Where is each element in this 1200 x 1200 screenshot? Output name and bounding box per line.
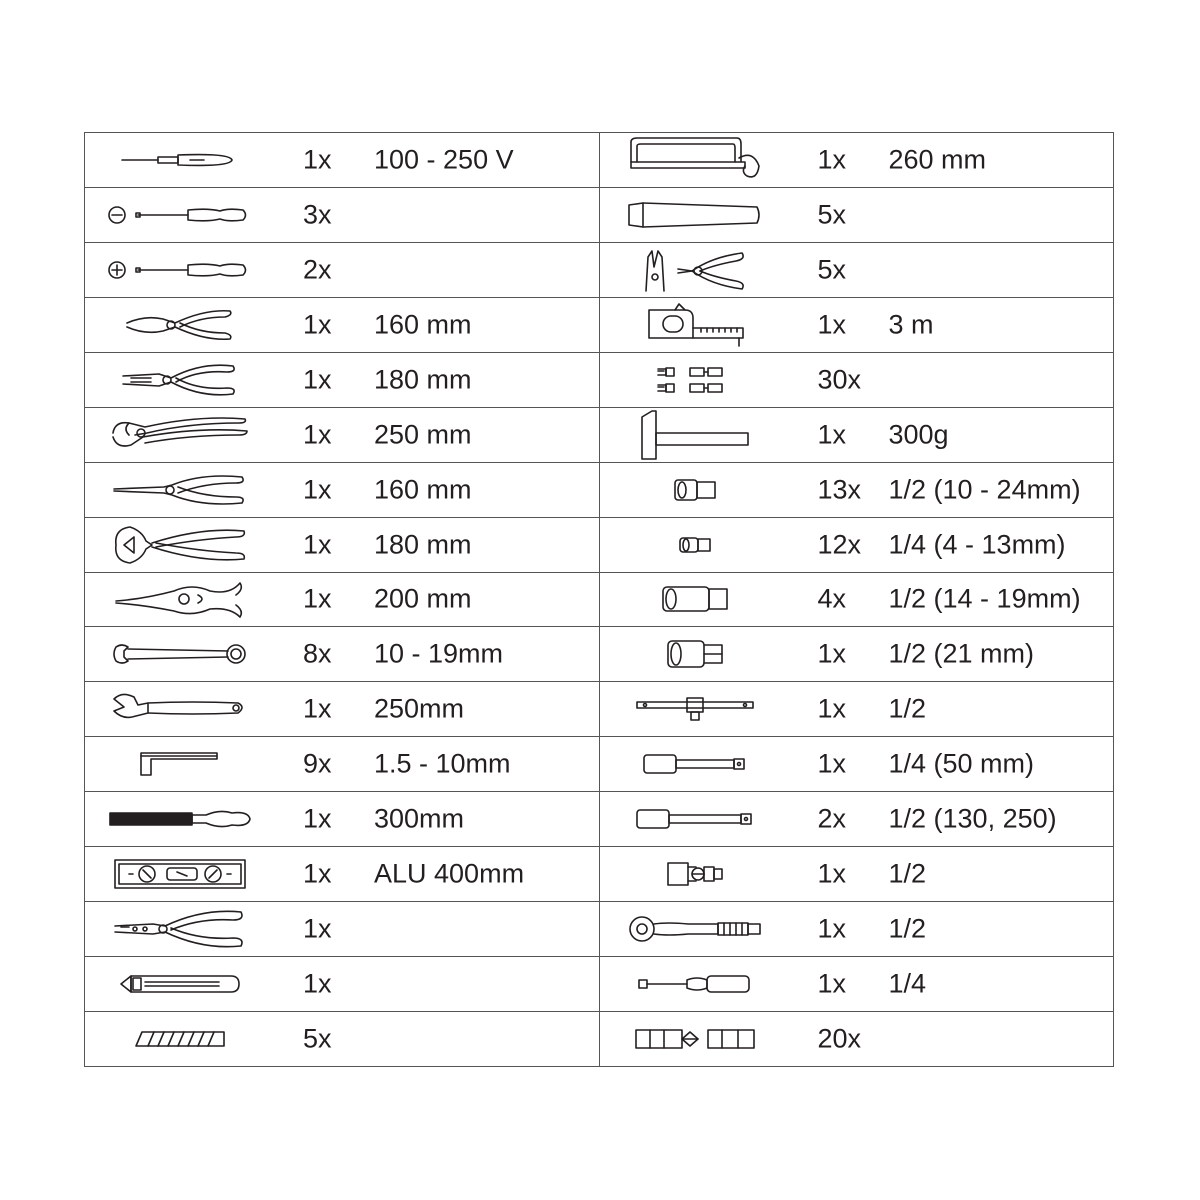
table-row <box>85 737 599 792</box>
spec-label: 10 - 19mm <box>374 638 504 669</box>
slotted-screwdriver-icon <box>85 188 275 242</box>
quantity-label: 1x <box>303 858 332 889</box>
table-row <box>85 353 599 408</box>
quantity-label: 9x <box>303 748 332 779</box>
quantity-label: 12x <box>817 529 862 560</box>
table-row <box>85 792 599 847</box>
water-pump-pliers-icon <box>85 408 275 462</box>
left-column <box>85 133 600 1066</box>
quantity-label: 1x <box>817 968 847 999</box>
voltage-tester-icon <box>85 133 275 187</box>
spec-label: 1/2 (130, 250) <box>888 803 1057 834</box>
quantity-label: 1x <box>303 309 332 340</box>
spec-label: 180 mm <box>374 364 472 395</box>
table-row <box>85 902 599 957</box>
spec-label: 200 mm <box>374 583 472 614</box>
tape-measure-icon <box>600 298 790 352</box>
quantity-label: 8x <box>303 638 332 669</box>
spec-label: 3 m <box>888 309 934 340</box>
spark-plug-socket-icon <box>600 627 790 681</box>
table-row <box>85 463 599 518</box>
quantity-label: 1x <box>303 529 332 560</box>
hex-key-icon <box>85 737 275 791</box>
quantity-label: 1x <box>303 419 332 450</box>
table-row <box>85 682 599 737</box>
spec-label: 160 mm <box>374 309 472 340</box>
table-row <box>85 188 599 243</box>
quantity-label: 1x <box>817 693 847 724</box>
quantity-label: 1x <box>303 803 332 834</box>
chisel-icon <box>600 188 790 242</box>
table-row <box>85 573 599 628</box>
spec-label: 1/2 <box>888 913 927 944</box>
table-row <box>600 902 1114 957</box>
deep-socket-icon <box>600 573 790 627</box>
table-row <box>600 957 1114 1012</box>
spec-label: 250 mm <box>374 419 472 450</box>
spec-label: 1/2 <box>888 858 927 889</box>
quantity-label: 1x <box>303 968 332 999</box>
spec-label: 160 mm <box>374 474 472 505</box>
table-row <box>85 298 599 353</box>
table-row <box>85 243 599 298</box>
short-extension-bar-icon <box>600 737 790 791</box>
quantity-label: 1x <box>817 748 847 779</box>
universal-joint-icon <box>600 847 790 901</box>
spec-label: 1/2 (10 - 24mm) <box>888 474 1081 505</box>
spec-label: 250mm <box>374 693 465 724</box>
bent-nose-pliers-icon <box>85 573 275 627</box>
spare-blade-icon <box>85 1012 275 1066</box>
quantity-label: 1x <box>303 364 332 395</box>
table-row <box>600 133 1114 188</box>
end-cutting-nippers-icon <box>85 518 275 572</box>
table-row <box>600 792 1114 847</box>
table-row <box>600 682 1114 737</box>
quantity-label: 5x <box>817 254 847 285</box>
quantity-label: 5x <box>817 199 847 230</box>
quantity-label: 20x <box>817 1023 862 1054</box>
spec-label: 1/2 <box>888 693 927 724</box>
table-row <box>600 463 1114 518</box>
table-row <box>600 298 1114 353</box>
quantity-label: 13x <box>817 474 862 505</box>
table-row <box>85 518 599 573</box>
quantity-label: 1x <box>303 144 332 175</box>
table-row <box>600 573 1114 628</box>
spec-label: 1/4 (4 - 13mm) <box>888 529 1066 560</box>
quantity-label: 1x <box>303 913 332 944</box>
table-row <box>85 408 599 463</box>
quantity-label: 1x <box>303 583 332 614</box>
hacksaw-icon <box>600 133 790 187</box>
bit-set-icon <box>600 1012 790 1066</box>
spec-label: 180 mm <box>374 529 472 560</box>
spec-label: 1/2 (21 mm) <box>888 638 1035 669</box>
quantity-label: 3x <box>303 199 332 230</box>
quantity-label: 1x <box>817 419 847 450</box>
combination-wrench-icon <box>85 627 275 681</box>
quantity-label: 1x <box>817 913 847 944</box>
cable-connectors-icon <box>600 353 790 407</box>
combination-pliers-icon <box>85 353 275 407</box>
right-column <box>600 133 1114 1066</box>
spec-label: 1/4 <box>888 968 927 999</box>
spec-label: 300g <box>888 419 949 450</box>
table-row <box>600 243 1114 298</box>
spec-label: 300mm <box>374 803 465 834</box>
spec-label: 100 - 250 V <box>374 144 514 175</box>
quantity-label: 1x <box>817 638 847 669</box>
hammer-icon <box>600 408 790 462</box>
spec-label: ALU 400mm <box>374 858 525 889</box>
spec-label: 260 mm <box>888 144 987 175</box>
quantity-label: 1x <box>817 309 847 340</box>
table-row <box>85 627 599 682</box>
spinner-handle-icon <box>600 957 790 1011</box>
table-row <box>600 847 1114 902</box>
wire-stripper-icon <box>85 902 275 956</box>
table-row <box>600 353 1114 408</box>
spec-label: 1/2 (14 - 19mm) <box>888 583 1081 614</box>
ratchet-icon <box>600 902 790 956</box>
adjustable-wrench-icon <box>85 682 275 736</box>
phillips-screwdriver-icon <box>85 243 275 297</box>
long-nose-pliers-icon <box>85 463 275 517</box>
socket-quarter-inch-icon <box>600 518 790 572</box>
table-row <box>85 133 599 188</box>
quantity-label: 1x <box>817 144 847 175</box>
quantity-label: 2x <box>303 254 332 285</box>
quantity-label: 30x <box>817 364 862 395</box>
side-cutter-pliers-icon <box>85 298 275 352</box>
table-row <box>600 627 1114 682</box>
quantity-label: 2x <box>817 803 847 834</box>
spirit-level-icon <box>85 847 275 901</box>
spec-label: 1/4 (50 mm) <box>888 748 1035 779</box>
table-row <box>85 1012 599 1066</box>
circlip-pliers-icon <box>600 243 790 297</box>
table-row <box>600 188 1114 243</box>
table-row <box>85 847 599 902</box>
quantity-label: 1x <box>303 474 332 505</box>
table-row <box>600 408 1114 463</box>
quantity-label: 1x <box>817 858 847 889</box>
file-icon <box>85 792 275 846</box>
spec-label: 1.5 - 10mm <box>374 748 511 779</box>
table-row <box>600 737 1114 792</box>
long-extension-bar-icon <box>600 792 790 846</box>
table-row <box>85 957 599 1012</box>
tool-inventory-table <box>84 132 1114 1067</box>
quantity-label: 5x <box>303 1023 332 1054</box>
table-row <box>600 518 1114 573</box>
quantity-label: 1x <box>303 693 332 724</box>
quantity-label: 4x <box>817 583 847 614</box>
sliding-t-bar-icon <box>600 682 790 736</box>
utility-knife-icon <box>85 957 275 1011</box>
table-row <box>600 1012 1114 1066</box>
socket-half-inch-icon <box>600 463 790 517</box>
